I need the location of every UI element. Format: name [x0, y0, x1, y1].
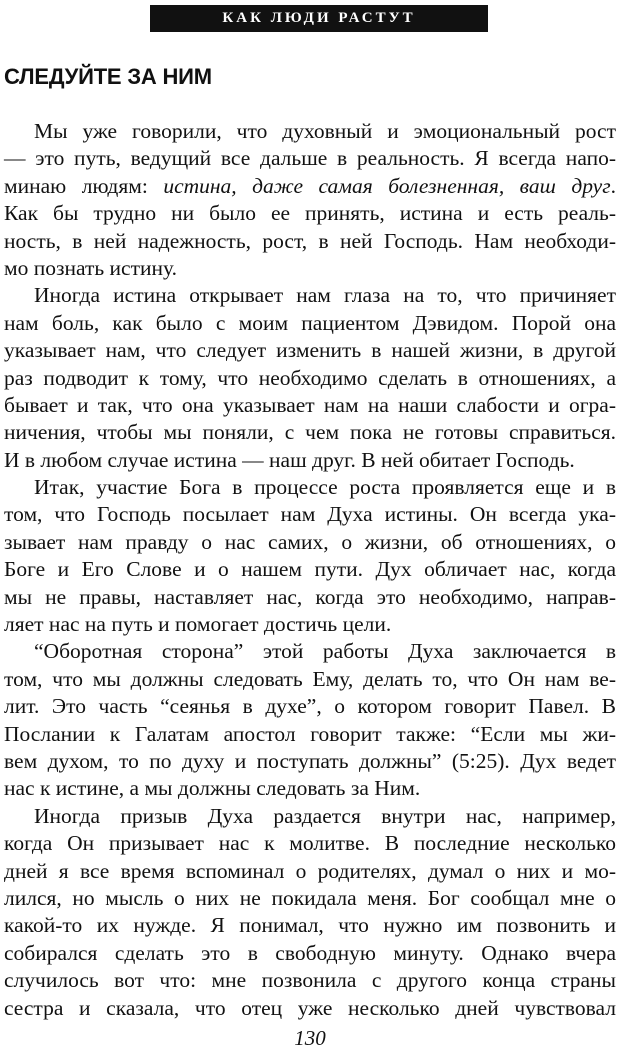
text-line: мо познать истину.: [4, 255, 177, 280]
text-line: вем духом, то по духу и поступать должны” (5:25). Дух ведет: [4, 748, 616, 773]
text-line: “Оборотная сторона” этой работы Духа заключается в: [34, 639, 616, 664]
text-line: И в любом случае истина — наш друг. В ней обитает Господь.: [4, 447, 575, 472]
text-line: Итак, участие Бога в процессе роста проявляется еще и в: [34, 475, 616, 500]
text-line: [4, 173, 616, 200]
text-line: нас к истине, а мы должны следовать за Ним.: [4, 776, 421, 801]
text-line: Мы уже говорили, что духовный и эмоциональный рост: [34, 119, 616, 143]
text-line: ность, в ней надежность, рост, в ней Господь. Нам необходи-: [4, 228, 616, 253]
emphasis-text: истина, даже самая болезненная, ваш друг: [163, 173, 611, 198]
text-line: когда Он призывает нас к молитве. В последние несколько: [4, 831, 616, 856]
text-line: Как бы трудно ни было ее принять, истина и есть реаль-: [4, 201, 616, 226]
section-title: СЛЕДУЙТЕ ЗА НИМ: [4, 64, 212, 89]
text-line: дней я все время вспоминал о родителях, думал о них и мо-: [4, 858, 616, 883]
text-line: лит. Это часть “сеянья в духе”, о котором говорит Павел. В: [4, 694, 616, 719]
running-header-title: КАК ЛЮДИ РАСТУТ: [222, 10, 416, 26]
text-line: Иногда истина открывает нам глаза на то, что причиняет: [34, 283, 616, 308]
text-line: раз подводит к тому, что необходимо сделать в отношениях, а: [4, 365, 616, 390]
text-line: зывает нам правду о нас самих, о жизни, об отношениях, о: [4, 529, 616, 554]
text-line: указывает нам, что следует изменить в нашей жизни, в другой: [4, 338, 616, 363]
text-line: какой-то их нужде. Я понимал, что нужно им позвонить и: [4, 913, 616, 938]
text-line: Послании к Галатам апостол говорит также: “Если мы жи-: [4, 721, 616, 746]
text-line: нам боль, как было с моим пациентом Дэвидом. Порой она: [4, 310, 616, 335]
text-line: мы не правы, наставляет нас, когда это необходимо, направ-: [4, 584, 616, 609]
text-line: — это путь, ведущий все дальше в реальность. Я всегда напо-: [4, 146, 616, 171]
text-line: Боге и Его Слове и о нашем пути. Дух обличает нас, когда: [4, 557, 616, 582]
running-header: [150, 5, 488, 32]
text-line: том, что мы должны следовать Ему, делать то, что Он нам ве-: [4, 666, 616, 691]
text-line: бывает и так, что она указывает нам на наши слабости и огра-: [4, 392, 616, 417]
body-text: [4, 118, 616, 1022]
text-line: ляет нас на путь и помогает достичь цели.: [4, 612, 392, 637]
page-number: 130: [294, 1026, 326, 1050]
text-span: минаю людям:: [4, 173, 164, 198]
text-line: собирался сделать это в свободную минуту. Однако вчера: [4, 940, 616, 965]
text-line: Иногда призыв Духа раздается внутри нас, например,: [34, 803, 616, 828]
text-line: том, что Господь посылает нам Духа истины. Он всегда ука-: [4, 502, 616, 527]
text-line: сестра и сказала, что отец уже несколько дней чувствовал: [4, 995, 616, 1020]
text-line: лился, но мысль о них не покидала меня. Бог сообщал мне о: [4, 885, 616, 910]
text-line: ничения, чтобы мы поняли, с чем пока не готовы справиться.: [4, 420, 616, 445]
text-span: .: [610, 173, 616, 198]
text-line: случилось вот что: мне позвонила с другого конца страны: [4, 968, 616, 993]
